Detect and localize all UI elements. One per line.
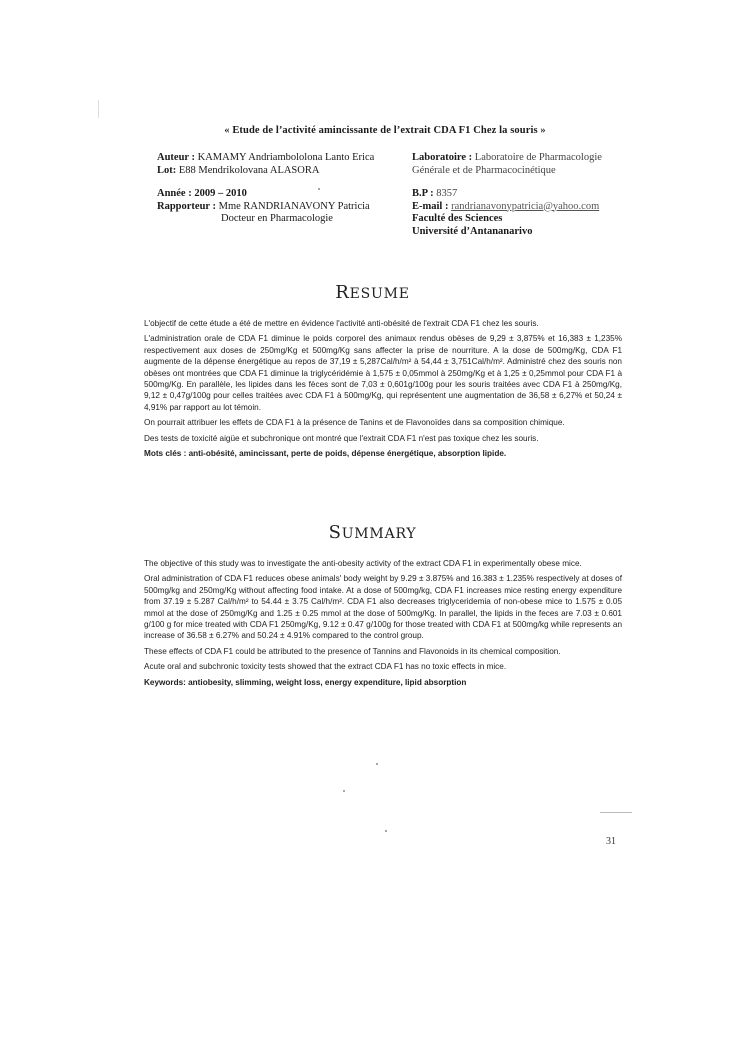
- scan-speck: [376, 763, 378, 765]
- lot-value: E88 Mendrikolovana ALASORA: [178, 164, 320, 176]
- email-line: [412, 201, 602, 214]
- scan-speck: [343, 790, 345, 792]
- resume-paragraph-3: On pourrait attribuer les effets de CDA F1 à la présence de Tanins et de Flavonoïdes dans sa composition chimique.: [144, 418, 565, 428]
- lot-line: [157, 165, 374, 178]
- reporter-label: Rapporteur :: [157, 200, 217, 212]
- author-info: [157, 152, 374, 226]
- year-value: 2009 – 2010: [194, 188, 247, 199]
- summary-paragraph-3: These effects of CDA F1 could be attributed to the presence of Tannins and Flavonoids in its chemical composition.: [144, 646, 561, 656]
- page-title: « Etude de l’activité amincissante de l’extrait CDA F1 Chez la souris »: [224, 125, 546, 136]
- summary-paragraph-2: Oral administration of CDA F1 reduces obese animals' body weight by 9.29 ± 3.875% and 16.383 ± 1.235% respectively at doses of 500mg/kg and 250mg/Kg without affecting food intake. At a dose of 500mg/kg, CDA F1 increases mice resting energy expenditure from 37.19 ± 5.287 Cal/h/m² to 54.44 ± 3.75 Cal/h/m². CDA F1 also decreases triglyceridemia of non-obese mice to 1.575 ± 0.05 mmol at the dose of 250mg/Kg and 1.25 ± 0.25 mmol at the dose of 500mg/Kg. In parallel, the lipids in the feces are 7.03 ± 0.601 g/100 g for mice treated with CDA F1 250mg/Kg, 9.12 ± 0.47 g/100g for those treated with CDA F1 at 500mg/kg while represents an increase of 36.58 ± 6.27% and 50.24 ± 4.91% compared to the control group.: [144, 574, 622, 641]
- resume-keywords: Mots clés : anti-obésité, amincissant, perte de poids, dépense énergétique, absorption lipide.: [144, 449, 507, 459]
- lab-value-2: Générale et de Pharmacocinétique: [412, 164, 556, 176]
- resume-heading-cap: R: [335, 282, 350, 303]
- summary-body: [144, 558, 622, 692]
- year-line: [157, 188, 374, 201]
- resume-body: [144, 318, 622, 463]
- page-number: 31: [606, 836, 616, 847]
- lab-info: [412, 152, 602, 238]
- bp-value: 8357: [436, 188, 458, 199]
- lab-line: [412, 152, 602, 165]
- author-value: KAMAMY Andriambololona Lanto Erica: [197, 152, 375, 163]
- email-link[interactable]: randrianavonypatricia@yahoo.com: [451, 200, 600, 212]
- reporter-value: Mme RANDRIANAVONY Patricia: [218, 200, 370, 212]
- footer-rule: [600, 812, 632, 813]
- resume-paragraph-2: L'administration orale de CDA F1 diminue le poids corporel des animaux rendus obèses de 9,29 ± 3,875% et 16,383 ± 1,235% respectivement aux doses de 250mg/Kg et 500mg/Kg sans affecter la prise de nourriture. A la dose de 500mg/Kg, CDA F1 augmente de la dépense énergétique au repos de 37,19 ± 5,287Cal/h/m² à 54,44 ± 3,751Cal/h/m². Administré chez des souris non obèses ont montrées que CDA F1 diminue la triglycéridémie à 1,575 ± 0,05mmol à 250mg/Kg et à 1,25 ± 0,25mmol pour CDA F1 à 500mg/Kg. En parallèle, les lipides dans les fèces sont de 7,03 ± 0,601g/100g pour les souris traitées avec CDA F1 à 250mg/Kg, 9,12 ± 0,47g/100g pour celles traitées avec CDA F1 à 500mg/Kg, qui représentent une augmentation de 36,58 ± 6,27% et 50,24 ± 4,91% par rapport au lot témoin.: [144, 334, 622, 412]
- summary-paragraph-1: The objective of this study was to investigate the anti-obesity activity of the extract CDA F1 in experimentally obese mice.: [144, 559, 582, 568]
- reporter-title: Docteur en Pharmacologie: [221, 213, 333, 224]
- summary-paragraph-4: Acute oral and subchronic toxicity tests showed that the extract CDA F1 has no toxic effects in mice.: [144, 662, 507, 672]
- author-line: [157, 152, 374, 165]
- lab-value-1: Laboratoire de Pharmacologie: [474, 152, 602, 163]
- bp-label: B.P :: [412, 188, 434, 199]
- bp-line: [412, 188, 602, 201]
- summary-keywords: Keywords: antiobesity, slimming, weight loss, energy expenditure, lipid absorption: [144, 677, 467, 687]
- lab-label: Laboratoire :: [412, 152, 473, 163]
- faculty-name: Faculté des Sciences: [412, 213, 503, 224]
- scan-speck: [318, 188, 320, 190]
- resume-heading-rest: ESUME: [349, 286, 410, 302]
- summary-heading: [0, 522, 745, 543]
- scan-edge-mark: [98, 100, 99, 118]
- email-label: E-mail :: [412, 200, 449, 212]
- summary-heading-rest: UMMARY: [341, 526, 417, 542]
- resume-paragraph-4: Des tests de toxicité aigüe et subchronique ont montré que l'extrait CDA F1 n'est pas toxique chez les souris.: [144, 433, 539, 443]
- reporter-line: [157, 201, 374, 214]
- resume-paragraph-1: L'objectif de cette étude a été de mettre en évidence l'activité anti-obésité de l'extrait CDA F1 chez les souris.: [144, 319, 539, 328]
- summary-heading-cap: S: [328, 522, 342, 543]
- year-label: Année :: [157, 188, 192, 199]
- university-name: Université d’Antananarivo: [412, 225, 533, 237]
- lot-label: Lot:: [157, 164, 177, 176]
- author-label: Auteur :: [157, 152, 196, 163]
- scan-speck: [385, 830, 387, 832]
- resume-heading: [0, 282, 745, 303]
